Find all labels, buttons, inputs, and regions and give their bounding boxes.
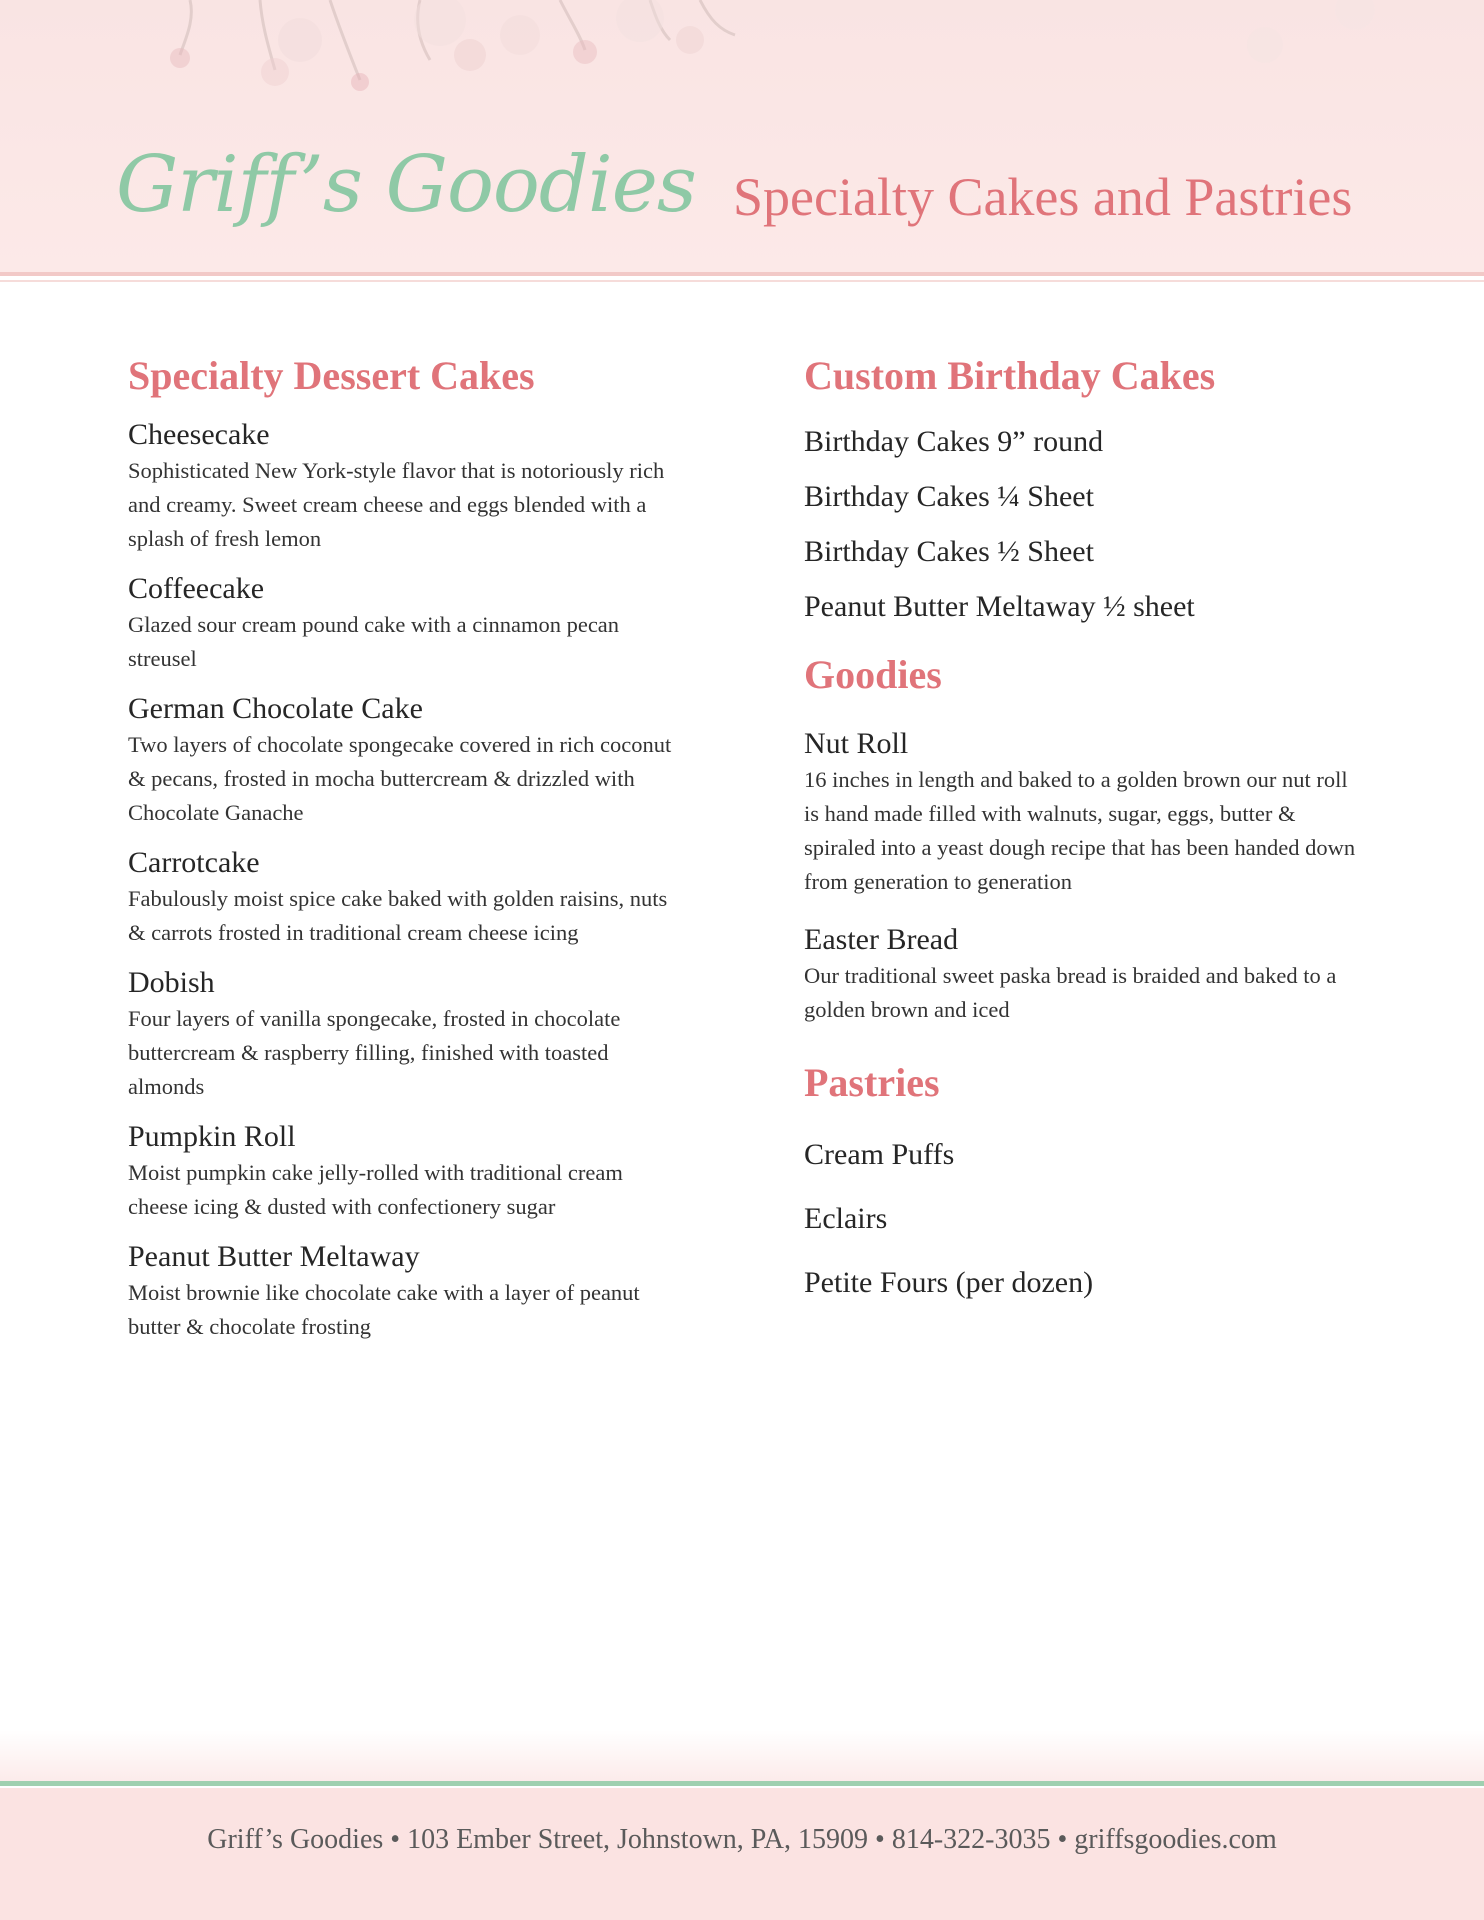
item-name: Carrotcake (128, 846, 260, 879)
item-name: Pumpkin Roll (128, 1120, 296, 1153)
section-title: Specialty Dessert Cakes (128, 353, 535, 398)
birthday-item: Birthday Cakes ½ Sheet (804, 535, 1094, 568)
birthday-item: Birthday Cakes ¼ Sheet (804, 480, 1094, 513)
pastry-item: Cream Puffs (804, 1138, 955, 1171)
birthday-item: Peanut Butter Meltaway ½ sheet (804, 590, 1195, 623)
birthday-cakes-title: Custom Birthday Cakes (804, 353, 1216, 398)
pastries-title: Pastries (804, 1060, 940, 1105)
item-description: Fabulously moist spice cake baked with golden raisins, nuts & carrots frosted in traditional cream cheese icing (128, 886, 668, 945)
item-description: Four layers of vanilla spongecake, frosted in chocolate buttercream & raspberry filling, finished with toasted almonds (128, 1006, 621, 1099)
menu-item (128, 964, 688, 1104)
pastry-item: Eclairs (804, 1202, 888, 1235)
right-column (804, 348, 1364, 1303)
menu-item (128, 1118, 688, 1224)
page-header (0, 0, 1484, 272)
menu-item (128, 690, 688, 830)
footer-divider (0, 1781, 1484, 1786)
item-name: Easter Bread (804, 923, 959, 956)
item-description: Moist brownie like chocolate cake with a layer of peanut butter & chocolate frosting (128, 1280, 640, 1339)
item-description: Glazed sour cream pound cake with a cinnamon pecan streusel (128, 612, 620, 671)
item-name: Dobish (128, 966, 215, 999)
footer-fade (0, 1730, 1484, 1781)
menu-item (128, 1238, 688, 1344)
cherry-blossom-decoration (0, 0, 1484, 150)
birthday-item: Birthday Cakes 9” round (804, 425, 1104, 458)
item-description: Moist pumpkin cake jelly-rolled with traditional cream cheese icing & dusted with confectionery sugar (128, 1160, 623, 1219)
menu-item (128, 570, 688, 676)
menu-item (128, 844, 688, 950)
page-tagline: Specialty Cakes and Pastries (733, 167, 1353, 227)
item-description: Sophisticated New York-style flavor that is notoriously rich and creamy. Sweet cream cheese and eggs blended with a splash of fresh lemon (128, 458, 665, 551)
menu-item (804, 725, 1364, 899)
item-name: Nut Roll (804, 727, 909, 760)
footer-contact-info: Griff’s Goodies • 103 Ember Street, Johnstown, PA, 15909 • 814-322-3035 • griffsgoodies.com (207, 1824, 1277, 1855)
pastry-item: Petite Fours (per dozen) (804, 1266, 1094, 1299)
item-name: Cheesecake (128, 418, 270, 451)
item-name: German Chocolate Cake (128, 692, 423, 725)
item-description: Our traditional sweet paska bread is braided and baked to a golden brown and iced (804, 963, 1337, 1022)
item-description: 16 inches in length and baked to a golden brown our nut roll is hand made filled with walnuts, sugar, eggs, butter & spiraled into a yeast dough recipe that has been handed down from generation to generation (804, 767, 1356, 894)
brand-logo-text: Griff’s Goodies (116, 140, 696, 230)
menu-item (804, 921, 1364, 1027)
header-divider (0, 272, 1484, 276)
specialty-dessert-cakes-section (128, 348, 688, 1344)
header-divider-thin (0, 280, 1484, 282)
item-name: Peanut Butter Meltaway (128, 1240, 420, 1273)
menu-item (128, 416, 688, 556)
goodies-title: Goodies (804, 652, 942, 697)
item-description: Two layers of chocolate spongecake covered in rich coconut & pecans, frosted in mocha buttercream & drizzled with Chocolate Ganache (128, 732, 672, 825)
item-name: Coffeecake (128, 572, 265, 605)
